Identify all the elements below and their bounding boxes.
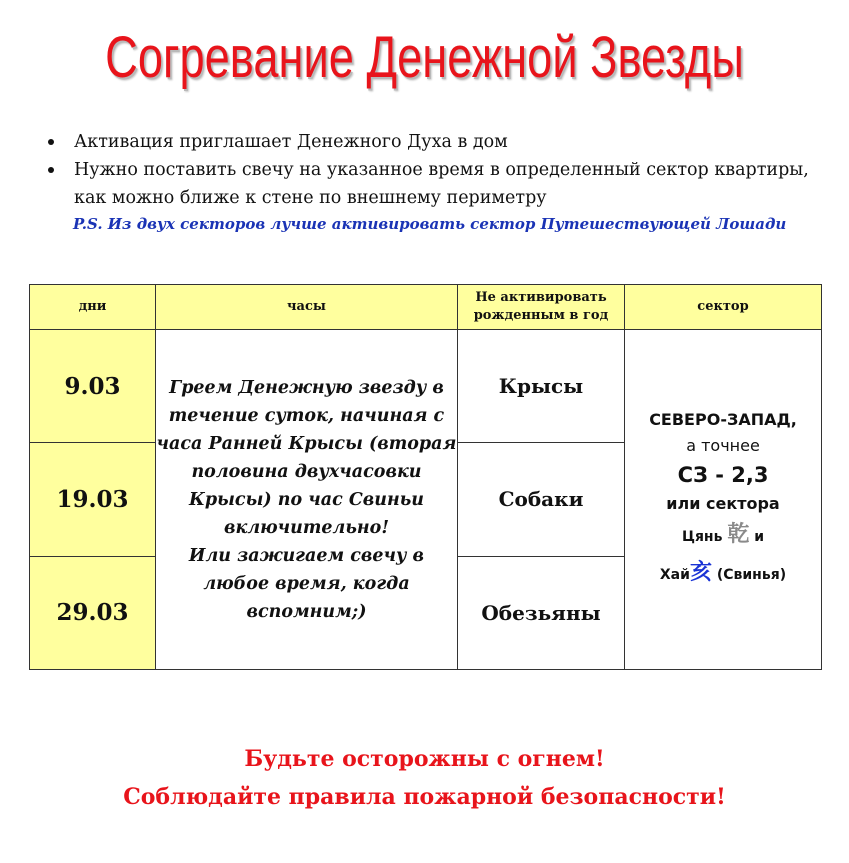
bullet-dot-icon — [48, 167, 54, 173]
bullet-text: Нужно поставить свечу на указанное время в определенный сектор квартиры, — [74, 160, 809, 180]
bullet-item — [46, 128, 836, 156]
hai-hanzi: 亥 — [689, 559, 712, 585]
bullet-item — [46, 156, 836, 212]
fire-safety-rules: Соблюдайте правила пожарной безопасности! — [123, 784, 726, 810]
hours-line: Крысы) по час Свиньи — [188, 489, 425, 510]
hours-line: любое время, когда — [203, 573, 410, 594]
hours-cell — [156, 330, 458, 670]
header-sector: сектор — [625, 285, 822, 330]
sector-code: СЗ - 2,3 — [677, 462, 769, 487]
day-cell: 19.03 — [30, 443, 156, 556]
hours-line: часа Ранней Крысы (вторая — [156, 433, 457, 454]
page-title: Согревание Денежной Звезды — [105, 25, 744, 90]
hours-line: Или зажигаем свечу в — [188, 545, 425, 566]
ps-note: P.S. Из двух секторов лучше активировать сектор Путешествующей Лошади — [73, 215, 787, 233]
sector-qian — [625, 517, 821, 555]
animal-cell: Крысы — [458, 330, 625, 443]
day-cell: 9.03 — [30, 330, 156, 443]
animal-cell: Собаки — [458, 443, 625, 556]
bullet-dot-icon — [48, 139, 54, 145]
sector-hai — [625, 555, 821, 593]
hai-label: Хай — [659, 566, 690, 583]
bullet-list — [46, 128, 836, 212]
hours-line: половина двухчасовки — [191, 461, 422, 482]
header-no-activate-line1: Не активировать — [475, 290, 607, 305]
sector-more-precisely: а точнее — [686, 435, 760, 455]
hai-note: (Свинья) — [716, 566, 787, 583]
sector-cell — [625, 330, 822, 670]
hours-line: вспомним;) — [246, 601, 367, 622]
animal-cell: Обезьяны — [458, 556, 625, 669]
schedule-table — [29, 284, 822, 670]
hours-line: течение суток, начиная с — [168, 405, 445, 426]
bullet-text: Активация приглашает Денежного Духа в дом — [74, 132, 508, 152]
day-cell: 29.03 — [30, 556, 156, 669]
sector-direction: СЕВЕРО-ЗАПАД, — [649, 409, 797, 429]
table-header-row — [30, 285, 822, 330]
hours-line: включительно! — [223, 517, 390, 538]
hours-line: Греем Денежную звезду в — [169, 377, 444, 398]
header-hours: часы — [156, 285, 458, 330]
and-label: и — [754, 528, 765, 545]
qian-hanzi: 乾 — [727, 521, 750, 547]
header-no-activate-line2: рожденным в год — [473, 308, 609, 323]
bullet-text-continued: как можно ближе к стене по внешнему периметру — [74, 188, 547, 208]
fire-warning: Будьте осторожны с огнем! — [244, 746, 605, 772]
header-days: дни — [30, 285, 156, 330]
sector-or-sectors: или сектора — [666, 493, 780, 513]
table-row — [30, 330, 822, 443]
header-no-activate — [458, 285, 625, 330]
qian-label: Цянь — [681, 528, 723, 545]
